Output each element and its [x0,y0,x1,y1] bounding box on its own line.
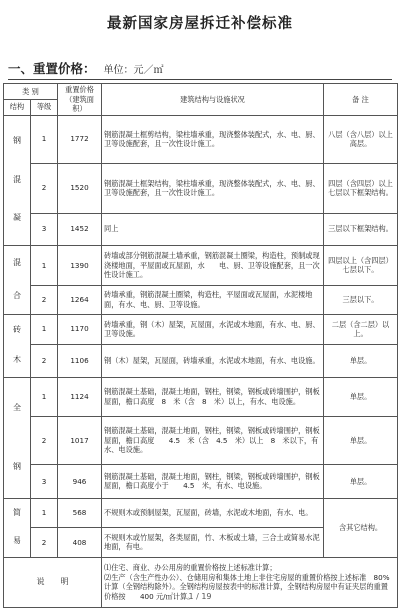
note-cell: 四层以上（含四层）七层以下。 [324,245,398,286]
grade-cell: 2 [31,163,58,213]
desc-cell: 砖墙或部分钢筋混凝土墙承重，钢筋混凝土圈梁，构造柱，预制或现浇楼地面，平屋面或瓦屋面，水 电、厨、卫等设施配套，且一次性设计施工。 [102,245,324,286]
note-cell: 单层。 [324,344,398,377]
note-cell: 八层（含八层）以上高层。 [324,115,398,163]
price-cell: 1452 [58,213,102,245]
header-desc: 建筑结构与设施状况 [102,84,324,116]
header-price: 重置价格（建筑面积） [58,84,102,116]
price-table [3,83,398,608]
grade-cell: 1 [31,314,58,344]
price-cell: 1772 [58,115,102,163]
table-row [4,344,398,377]
group-label-steel-concrete [4,115,31,245]
price-cell: 1520 [58,163,102,213]
price-cell: 1390 [58,245,102,286]
desc-cell: 钢筋混凝土基础，混凝土地面，钢柱，钢梁，钢板或砖墙围护，钢板屋面，檐口高度 8 米（含 8 米）以上，有水、电设施。 [102,377,324,417]
price-cell: 408 [58,528,102,558]
note-cell: 二层（含二层）以上。 [324,314,398,344]
desc-cell: 钢筋混凝土框剪结构，梁柱墙承重，现浇整体装配式，水、电、厨、卫等设施配套，且一次性设计施工。 [102,115,324,163]
price-cell: 946 [58,465,102,498]
group-label-brick-wood [4,314,31,377]
page-title: 最新国家房屋拆迁补偿标准 [107,16,293,32]
group-char: 混 [13,174,21,184]
desc-cell: 钢筋混凝土框架结构，梁柱墙承重，现浇整体装配式，水、电、厨、卫等设施配套，且一次性设计施工。 [102,163,324,213]
group-char: 钢 [13,461,21,471]
group-char: 钢 [13,136,21,146]
group-char: 砖 [13,325,21,335]
grade-cell: 1 [31,245,58,286]
price-cell: 1124 [58,377,102,417]
explanation-label: 说 明 [4,557,102,607]
desc-cell: 钢筋混凝土基础，混凝土地面，钢柱，钢梁，钢板或砖墙围护，钢板屋面，檐口高度 4.5 米（含 4.5 米）以上 8 米以下，有水、电设施。 [102,417,324,465]
group-char: 简 [13,508,21,518]
grade-cell: 1 [31,377,58,417]
grade-cell: 3 [31,465,58,498]
table-row [4,163,398,213]
header-row-1 [4,84,398,100]
section-heading [8,59,164,77]
group-char: 合 [13,290,21,300]
page-number: 1 / 19 [188,592,212,601]
table-row [4,213,398,245]
desc-cell: 砖墙承重，钢筋混凝土圈梁，构造柱，平屋面或瓦屋面，水泥楼地面，有水、电、厨、卫等设施。 [102,286,324,314]
table-row [4,498,398,528]
group-char: 木 [13,355,21,365]
note-cell: 单层。 [324,377,398,417]
table-row [4,417,398,465]
price-cell: 1017 [58,417,102,465]
grade-cell: 2 [31,286,58,314]
note-cell: 单层。 [324,465,398,498]
explanation-item: ⑴住宅、商业、办公用房的重置价格按上述标准计算； [104,563,277,572]
desc-cell: 同上 [102,213,324,245]
note-cell: 三层以下。 [324,286,398,314]
unit-label: 单位：元／㎡ [103,65,164,76]
group-char: 凝 [13,213,21,223]
header-category: 类 别 [4,84,58,100]
grade-cell: 2 [31,528,58,558]
grade-cell: 1 [31,115,58,163]
group-label-simple [4,498,31,557]
price-cell: 1170 [58,314,102,344]
group-char: 全 [13,402,21,412]
desc-cell: 钢筋混凝土基础，混凝土地面，钢柱，钢梁，钢板或砖墙围护，钢板屋面，檐口高度小于 4.5 米，有水、电设施。 [102,465,324,498]
table-row [4,465,398,498]
section-divider [8,79,392,80]
group-char: 易 [13,536,21,546]
header-structure: 结构 [4,99,31,115]
explanation-item: ⑵生产（含生产性办公）、仓储用房和集体土地上非住宅房屋的重置价格按上述标准 80%计算（全钢结构除外）。全钢结构房屋按表中的标准计算，全钢结构房屋中有证夹层的重置价格按 400 元/㎡计算。 [104,572,390,601]
price-cell: 1106 [58,344,102,377]
note-cell: 四层（含四层）以上七层以下框架结构。 [324,163,398,213]
note-cell: 三层以下框架结构。 [324,213,398,245]
note-cell: 单层。 [324,417,398,465]
group-label-all-steel [4,377,31,498]
group-char: 混 [13,257,21,267]
table-row [4,286,398,314]
desc-cell: 不规则木或预制屋架，瓦屋面，砖墙，水泥或木地面，有水、电。 [102,498,324,528]
table-row [4,115,398,163]
header-note: 备 注 [324,84,398,116]
group-label-mixed [4,245,31,314]
header-grade: 等级 [31,99,58,115]
grade-cell: 2 [31,344,58,377]
desc-cell: 砖墙承重，钢（木）屋架，瓦屋面，水泥或木地面，有水、电、厨、卫等设施。 [102,314,324,344]
desc-cell: 钢（木）屋架，瓦屋面，砖墙承重，水泥或木地面，有水、电设施。 [102,344,324,377]
table-row [4,314,398,344]
table-row [4,377,398,417]
desc-cell: 不规则木或竹屋架，各类屋面，竹、木板或土墙，三合土或简易水泥地面，有电。 [102,528,324,558]
grade-cell: 3 [31,213,58,245]
price-cell: 568 [58,498,102,528]
price-cell: 1264 [58,286,102,314]
table-row [4,245,398,286]
note-cell: 含其它结构。 [324,498,398,557]
grade-cell: 2 [31,417,58,465]
section-heading-text: 一、重置价格： [8,61,96,76]
grade-cell: 1 [31,498,58,528]
